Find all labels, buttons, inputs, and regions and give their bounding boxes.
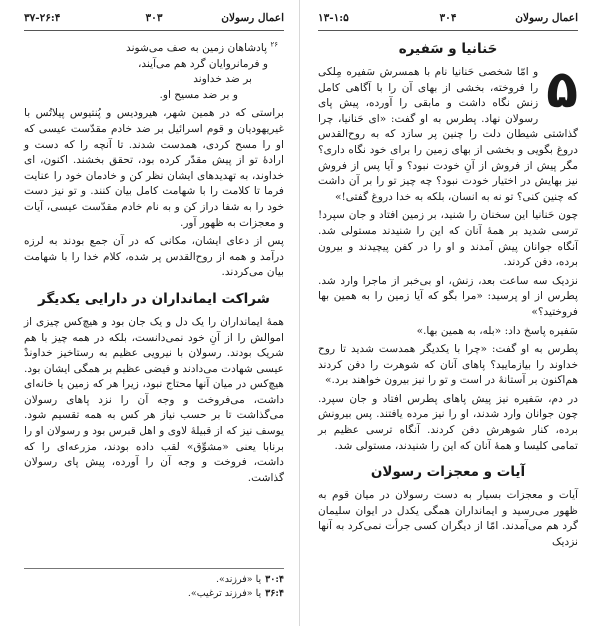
right-book-title: اعمال رسولان bbox=[515, 12, 578, 24]
right-running-head bbox=[318, 12, 578, 31]
verse-number: ۲۶ bbox=[270, 40, 278, 49]
right-page bbox=[300, 0, 600, 626]
poem-line: و فرمانروایان گرد هم می‌آیند، bbox=[137, 57, 268, 70]
left-body bbox=[24, 106, 284, 281]
footnotes bbox=[24, 568, 284, 601]
right-verse-range: ۱۳-۱:۵ bbox=[318, 12, 349, 24]
paragraph: ۵ و امّا شخصی حَنانیا نام با همسرش سَفیره مِلکی را فروخته، بخشی از بهای آن را با آگاهی کامل زنش نگاه داشت و مابقی را آورده، پیش پای رسولان نهاد. پطرس به او گفت: «ای حَنانیا، چرا گذاشتی شیطان دلت را چنین پر سازد که به روح‌القدس دروغ بگویی و بخشی از بهای زمین را برای خود نگاه داری؟ مگر پیش از فروش از آنِ خودت نبود؟ و آیا پس از فروش نیز بهایش در اختیار خودت نبود؟ چه چیز تو را بر آن داشت که چنین کنی؟ تو نه به انسان، بلکه به خدا دروغ گفتی!» bbox=[318, 60, 578, 203]
section-heading: شراکت ایمانداران در دارایی یکدیگر bbox=[38, 290, 270, 307]
poem-line: بر ضد خداوند bbox=[193, 73, 252, 86]
paragraph: پس از دعای ایشان، مکانی که در آن جمع بودند به لرزه درآمد و همه از روح‌القدس پر شده، کلام خدا را با شهامت بیان می‌کردند. bbox=[24, 235, 284, 279]
paragraph: پطرس به او گفت: «چرا با یکدیگر همدست شدید تا روح خداوند را بیازمایید؟ پاهای آنان که شوهرت را دفن کردند هم‌اکنون بر آستانهٔ در است و تو را نیز بیرون خواهند برد.» bbox=[318, 343, 578, 387]
section-heading: حَنانیا و سَفیره bbox=[398, 41, 498, 57]
footnote: ۳۰:۴یا «فرزند». bbox=[215, 574, 284, 585]
right-page-number: ۳۰۴ bbox=[439, 12, 457, 24]
paragraph: همهٔ ایمانداران را یک دل و یک جان بود و هیچ‌کس چیزی از اموالش را از آنِ خود نمی‌دانست، بلکه در همه چیز با هم شریک بودند. رسولان با نیرویی عظیم به رستاخیز خداوندْ عیسی شهادت می‌دادند و فیضی عظیم بر همگی ایشان بود. هیچ‌کس در میان آنها محتاج نبود، زیرا هر که زمین یا خانه‌ای داشت، می‌فروخت و وجه آن را نزد پاهای رسولان می‌گذاشت تا بر حسب نیاز هر کس به همه تقسیم شود. یوسف نیز که از قبیلهٔ لاوی و اهل قبرس بود و رسولان او را برنابا یعنی «مشوِّق» لقب داده بودند، مزرعه‌ای را که داشت، فروخت و وجه آن را آورده، پیش پای رسولان گذاشت. bbox=[24, 315, 284, 484]
right-body-2 bbox=[318, 488, 578, 550]
paragraph: در دم، سَفیره نیز پیش پاهای پطرس افتاد و جان سپرد. چون جوانان وارد شدند، او را نیز مرده یافتند. پس بیرونش برده، کنار شوهرش دفن کردند. آنگاه ترسی عظیم بر تمامی کلیسا و همهٔ آنان که این را شنیدند، مستولی شد. bbox=[318, 392, 578, 452]
left-page-number: ۳۰۳ bbox=[145, 12, 163, 24]
right-body bbox=[318, 60, 578, 454]
left-running-head bbox=[24, 12, 284, 31]
left-verse-range: ۳۷-۲۶:۴ bbox=[24, 12, 61, 24]
left-book-title: اعمال رسولان bbox=[221, 12, 284, 24]
paragraph: براستی که در همین شهر، هیرودیس و پُنتیوس پیلاتُس با غیریهودیان و قوم اسرائیل بر ضد خادم مقدّست عیسی که او را مسح کردی، همدست شدند. تا آنچه را که دست و ارادهٔ تو از پیش مقدّر کرده بود، تحقق بخشند. اکنون، ای خداوند، به تهدیدهای ایشان نظر کن و خادمان خود را عنایت فرما تا کلامت را با شهامت کامل بیان کنند. و تو نیز دست خود را به شفا دراز کن و به نام خادم مقدّست عیسی، آیات و معجزات به ظهور آور. bbox=[24, 107, 284, 229]
left-body-2 bbox=[24, 315, 284, 487]
poem-line: و بر ضد مسیح او. bbox=[159, 88, 238, 101]
paragraph: سَفیره پاسخ داد: «بله، به همین بها.» bbox=[416, 324, 578, 337]
chapter-number: ۵ bbox=[546, 60, 578, 120]
poem-line: پادشاهان زمین به صف می‌شوند bbox=[126, 42, 268, 54]
footnote: ۳۶:۴یا «فرزند ترغیب». bbox=[187, 588, 284, 599]
paragraph: نزدیک سه ساعت بعد، زنش، او بی‌خبر از ماجرا وارد شد. پطرس از او پرسید: «مرا بگو که آیا زمین را به همین بها فروختید؟» bbox=[318, 274, 578, 318]
paragraph: آیات و معجزات بسیار به دست رسولان در میان قوم به ظهور می‌رسید و ایمانداران همگی یکدل در ایوان سلیمان گرد هم می‌آمدند. امّا از دیگران کسی جرأت نمی‌کرد به آنها نزدیک bbox=[318, 489, 578, 549]
poem-quote bbox=[24, 41, 284, 103]
section-heading: آیات و معجزات رسولان bbox=[370, 464, 526, 481]
paragraph: چون حَنانیا این سخنان را شنید، بر زمین افتاد و جان سپرد! ترسی شدید بر همهٔ آنان که این را شنیدند مستولی شد. آنگاه جوانان پیش آمدند و او را در کفن پیچیدند و بیرون برده، دفن کردند. bbox=[318, 209, 578, 269]
